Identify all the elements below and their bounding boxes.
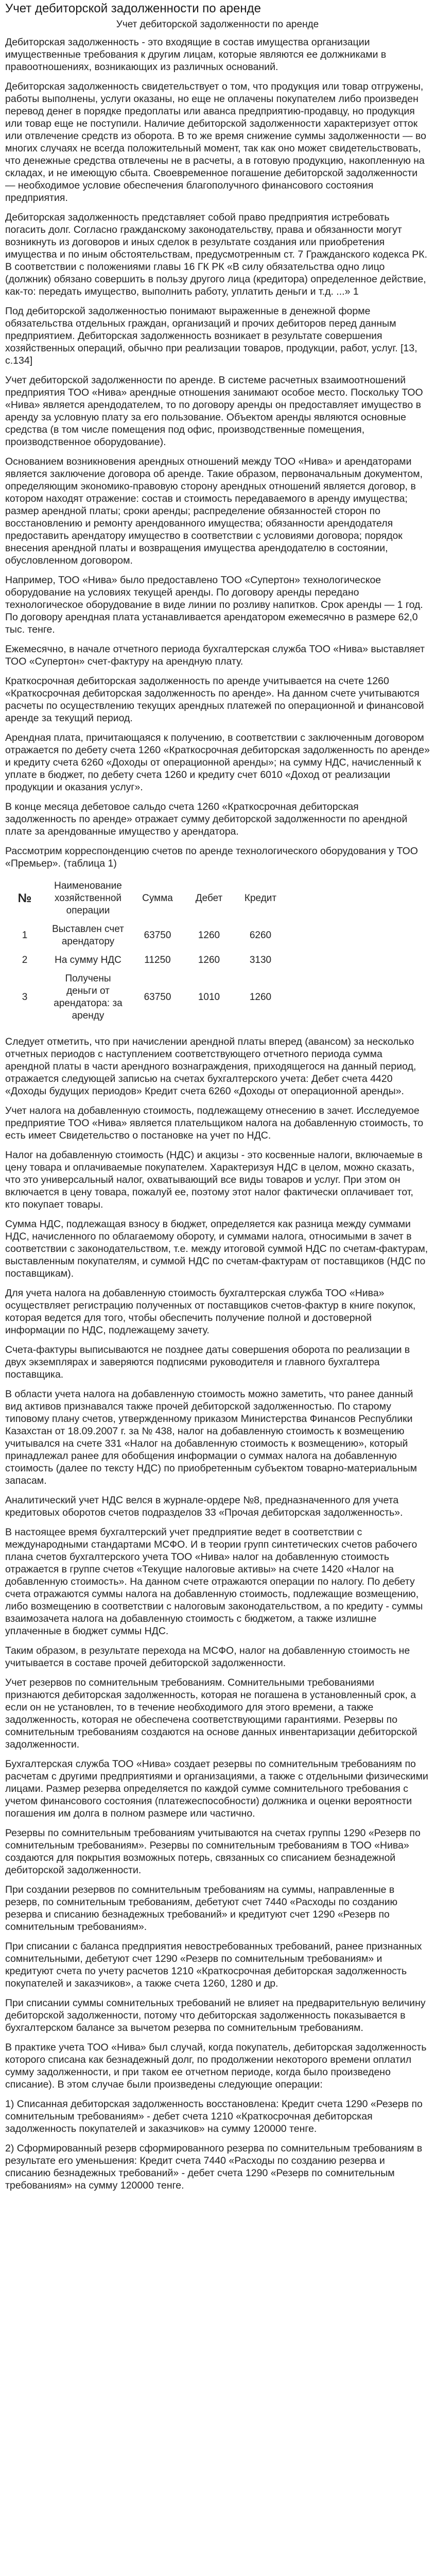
paragraph: Учет резервов по сомнительным требованиям. Сомнительными требованиями признаются дебиторская задолженность, которая не погашена в установленный срок, а если он не установлен, то в течение необходимого для этого времени, а также задолженность, которая не обеспечена соответствующими гарантиями. Резервы по сомнительным требованиям создаются на основе данных инвентаризации дебиторской задолженности. [5,1677,417,1750]
paragraph: Краткосрочная дебиторская задолженность по аренде учитывается на счете 1260 «Краткосрочная дебиторская задолженность по аренде». На данном счете учитываются расчеты по осуществлению текущих арендных платежей по операционной и финансовой аренде за текущий период. [5,675,424,724]
paragraph: В конце месяца дебетовое сальдо счета 1260 «Краткосрочная дебиторская задолженность по аренде» отражает сумму дебиторской задолженности по арендной плате за арендованные имущество у арендатора. [5,801,408,837]
cell-sum: 63750 [144,992,171,1003]
paragraph: Дебиторская задолженность - это входящие в состав имущества организации имущественные требования к другим лицам, которые являются ее должниками в правоотношениях, возникающих из различных оснований. [5,37,387,73]
table-row [5,970,286,1025]
header-num: № [18,891,32,905]
paragraph: Следует отметить, что при начислении арендной платы вперед (авансом) за несколько отчетных периодов с наступлением соответствующего отчетного периода сумма арендной платы в части арендного вознаграждения, приходящегося на данный период, отражается следующей записью на счетах бухгалтерского учета: Дебет счета 4420 «Доходы будущих периодов» Кредит счета 6260 «Доходы от операционной аренды». [5,1036,416,1097]
paragraph: Таким образом, в результате перехода на МСФО, налог на добавленную стоимость не учитывается в составе прочей дебиторской задолженности. [5,1645,410,1669]
paragraph: Для учета налога на добавленную стоимость бухгалтерская служба ТОО «Нива» осуществляет регистрацию полученных от поставщиков счетов-фактур в книге покупок, которая ведется для того, чтобы обеспечить получение полной и достоверной информации по НДС, подлежащему зачету. [5,1287,416,1336]
paragraph: Резервы по сомнительным требованиям учитываются на счетах группы 1290 «Резерв по сомнительным требованиям». Резервы по сомнительным требованиям в ТОО «Нива» создаются для покрытия возможных потерь, связанных со списанием безнадежной дебиторской задолженности. [5,1827,421,1876]
page-title: Учет дебиторской задолженности по аренде [5,2,261,15]
paragraph: При создании резервов по сомнительным требованиям на суммы, направленные в резерв, по сомнительным требованиям, дебетуют счет 7440 «Расходы по созданию резерва и списанию безнадежных требований» и кредитуют счет 1290 «Резерв по сомнительным требованиям». [5,1884,398,1933]
cell-sum: 63750 [144,930,171,941]
cell-operation: Выставлен счет арендатору [52,924,124,947]
table-row [5,951,286,970]
cell-operation: На сумму НДС [55,955,121,965]
header-credit: Кредит [244,893,277,904]
paragraph: Счета-фактуры выписываются не позднее даты совершения оборота по реализации в двух экземплярах и заверяются подписями руководителя и главного бухгалтера поставщика. [5,1344,410,1380]
paragraph: Учет налога на добавленную стоимость, подлежащему отнесению в зачет. Исследуемое предприятие ТОО «Нива» является плательщиком налога на добавленную стоимость, то есть имеет Свидетельство о постановке на учет по НДС. [5,1105,424,1141]
cell-sum: 11250 [144,955,171,965]
document-subtitle: Учет дебиторской задолженности по аренде [116,19,319,30]
paragraph: В настоящее время бухгалтерский учет предприятие ведет в соответствии с международными стандартами МСФО. И в теории групп синтетических счетов рабочего плана счетов бухгалтерского учета ТОО «Нива» налог на добавленную стоимость отражается в группе счетов «Текущие налоговые активы» на счете 1420 «Налог на добавленную стоимость». На данном счете отражаются операции по налогу. По дебету счета отражаются суммы налога на добавленную стоимость, подлежащие возмещению, либо возмещению в соответствии с налоговым законодательством, а по кредиту - суммы взаимозачета налога на добавленную стоимость с бюджетом, а также излишне уплаченные в бюджет суммы НДС. [5,1527,423,1637]
header-sum: Сумма [142,893,173,904]
cell-debit: 1010 [198,992,220,1003]
paragraph: При списании суммы сомнительных требований не влияет на предварительную величину дебиторской задолженности, потому что дебиторская задолженность показывается в бухгалтерском балансе за вычетом резерва по сомнительным требованиям. [5,1997,426,2033]
cell-credit: 6260 [249,930,272,941]
paragraph: Учет дебиторской задолженности по аренде. В системе расчетных взаимоотношений предприятия ТОО «Нива» арендные отношения занимают особое место. Поскольку ТОО «Нива» является арендодателем, то по договору аренды он предоставляет имущество в аренду за условную плату за его пользование. Объектом аренды являются основные средства (в том числе помещения под офис, производственные помещения, производственное оборудование). [5,375,423,448]
paragraph: В практике учета ТОО «Нива» был случай, когда покупатель, дебиторская задолженность которого списана как безнадежный долг, по продолжении некоторого времени оплатил сумму задолженности, и при таком ее отчетном периоде, когда было произведено списание). В этом случае были произведены следующие операции: [5,2042,427,2090]
cell-debit: 1260 [198,930,220,941]
cell-credit: 3130 [249,955,272,965]
cell-operation: Получены деньги от арендатора: за аренду [54,973,123,1021]
accounts-table-wrapper [5,877,430,1025]
cell-debit: 1260 [198,955,220,965]
paragraph: Под дебиторской задолженностью понимают выраженные в денежной форме обязательства отдельных граждан, организаций и прочих дебиторов перед данным предприятием. Дебиторская задолженность возникает в результате совершения хозяйственных операций, обычно при реализации товаров, продукции, работ, услуг. [13, с.134] [5,306,417,366]
paragraph: В области учета налога на добавленную стоимость можно заметить, что ранее данный вид активов признавался также прочей дебиторской задолженностью. По старому типовому плану счетов, утвержденному приказом Министерства Финансов Республики Казахстан от 18.09.2007 г. за № 438, налог на добавленную стоимость к возмещению учитывался на счете 331 «Налог на добавленную стоимость к возмещению», который принадлежал ранее для обобщения информации о суммах налога на добавленную стоимость (далее по тексту НДС) по приобретенным субъектом товарно-материальным запасам. [5,1388,417,1486]
paragraph: Арендная плата, причитающаяся к получению, в соответствии с заключенным договором отражается по дебету счета 1260 «Краткосрочная дебиторская задолженность по аренде» и кредиту счета 6260 «Доходы от операционной аренды»; на сумму НДС, начисленный к уплате в бюджет, по дебету счета 1260 и кредиту счет 6010 «Доход от реализации продукции и оказания услуг». [5,732,430,793]
paragraph: Дебиторская задолженность свидетельствует о том, что продукция или товар отгружены, работы выполнены, услуги оказаны, но еще не оплачены покупателем либо произведен перевод денег в порядке предоплаты или аванса предприятию-продавцу, но продукция или товар еще не поступили. Наличие дебиторской задолженности характеризует отток или отвлечение средств из оборота. В то же время снижение суммы задолженности — во многих случаях не всегда положительный момент, так как оно может свидетельствовать, что денежные средства отвлечены не в расчеты, а в готовую продукцию, накопленную на складах, и не имеющую сбыта. Своевременное погашение дебиторской задолженности — необходимое условие обеспечения благополучного финансового состояния предприятия. [5,81,426,204]
paragraph: Налог на добавленную стоимость (НДС) и акцизы - это косвенные налоги, включаемые в цену товара и оплачиваемые покупателем. Характеризуя НДС в целом, можно сказать, что это универсальный налог, охватывающий все виды товаров и услуг. При этом он включается в цену товара, пожалуй ее, поэтому этот налог фактически оплачивает тот, кто покупает товары. [5,1149,423,1210]
table-row [5,920,286,951]
paragraph: Сумма НДС, подлежащая взносу в бюджет, определяется как разница между суммами НДС, начисленного по облагаемому обороту, и суммами налога, относимыми в зачет в соответствии с законодательством, т.е. между итоговой суммой НДС по счетам-фактурам, выставленным покупателям, и суммой НДС по счетам-фактурам от поставщиков (НДС по поставщикам). [5,1218,428,1279]
paragraph: 1) Списанная дебиторская задолженность восстановлена: Кредит счета 1290 «Резерв по сомнительным требованиям» - дебет счета 1210 «Краткосрочная дебиторская задолженность покупателей и заказчиков» на сумму 120000 тенге. [5,2098,423,2134]
cell-num: 1 [22,930,28,941]
paragraph: Ежемесячно, в начале отчетного периода бухгалтерская служба ТОО «Нива» выставляет ТОО «Супертон» счет-фактуру на арендную плату. [5,643,425,667]
paragraph: Аналитический учет НДС велся в журнале-ордере №8, предназначенного для учета кредитовых оборотов счетов подразделов 33 «Прочая дебиторская задолженность». [5,1495,403,1518]
paragraph: Дебиторская задолженность представляет собой право предприятия истребовать погасить долг. Согласно гражданскому законодательству, права и обязанности могут возникнуть из договоров и иных сделок в результате создания или приобретения имущества и по иным обстоятельствам, предусмотренным ст. 7 Гражданского кодекса РК. В соответствии с положениями главы 16 ГК РК «В силу обязательства одно лицо (должник) обязано совершить в пользу другого лица (кредитора) определенное действие, как-то: передать имущество, выполнить работу, уплатить деньги и т.д. ...» 1 [5,212,428,297]
header-operation: Наименование хозяйственной операции [54,880,122,916]
cell-credit: 1260 [249,992,272,1003]
paragraph: Основанием возникновения арендных отношений между ТОО «Нива» и арендаторами является заключение договора об аренде. Такие образом, первоначальным документом, определяющим экономико-правовую сторону арендных отношений является договор, в котором находят отражение: состав и стоимость передаваемого в аренду имущества; размер арендной платы; сроки аренды; распределение обязанностей сторон по восстановлению и ремонту арендованного имущества; обязанности арендодателя предоставить арендатору имущество в соответствии с условиями договора; порядок внесения арендной платы и возвращения имущества арендодателю в состоянии, обусловленном договором. [5,456,423,566]
paragraph: Рассмотрим корреспонденцию счетов по аренде технологического оборудования у ТОО «Премьер». (таблица 1) [5,845,418,869]
cell-num: 2 [22,955,28,965]
paragraph: Например, ТОО «Нива» было предоставлено ТОО «Супертон» технологическое оборудование на условиях текущей аренды. По договору аренды передано технологическое оборудование в виде линии по розливу напитков. Срок аренды — 1 год. По договору арендная плата устанавливается арендатором ежемесячно в размере 62,0 тыс. тенге. [5,574,423,635]
paragraph: Бухгалтерская служба ТОО «Нива» создает резервы по сомнительным требованиям по расчетам с другими предприятиями и организациями, а также с отдельными физическими лицами. Размер резерва определяется по каждой сумме сомнительного требования с учетом финансового состояния (платежеспособности) должника и оценки вероятности погашения им долга в полном размере или частично. [5,1758,428,1819]
paragraph: 2) Сформированный резерв сформированного резерва по сомнительным требованиям в результате его уменьшения: Кредит счета 7440 «Расходы по созданию резерва и списанию безнадежных требований» - дебет счета 1290 «Резерв по сомнительным требованиям» на сумму 120000 тенге. [5,2143,423,2191]
table-header-row [5,877,286,920]
paragraph: При списании с баланса предприятия невостребованных требований, ранее признанных сомнительными, дебетуют счет 1290 «Резерв по сомнительным требованиям» и кредитуют счета по учету расчетов 1210 «Краткосрочная дебиторская задолженность покупателей и заказчиков», а также счета 1260, 1280 и др. [5,1941,422,1989]
accounts-correspondence-table [5,877,286,1025]
header-debit: Дебет [195,893,223,904]
cell-num: 3 [22,992,28,1003]
